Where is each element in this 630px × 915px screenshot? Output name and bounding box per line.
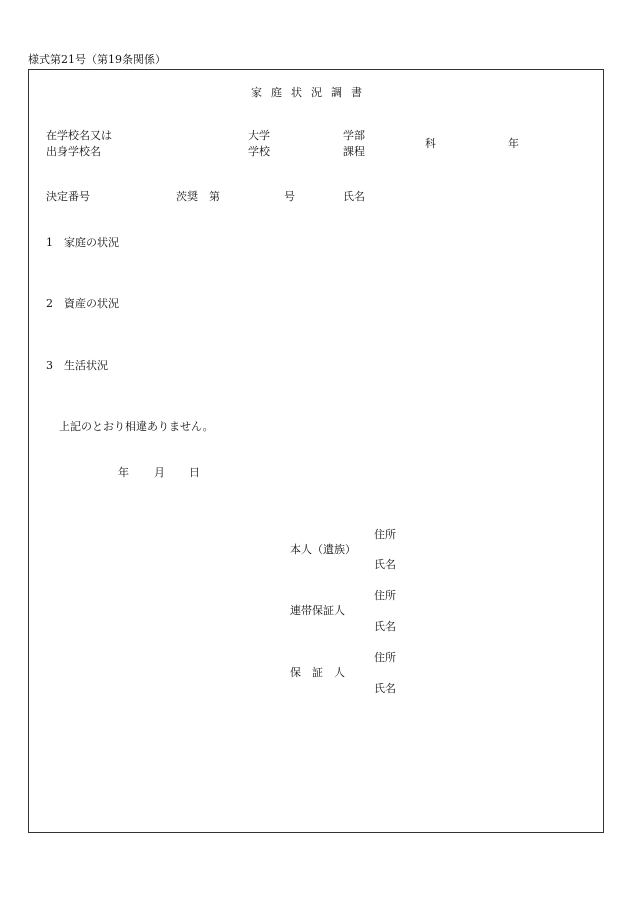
form-title: 家庭状況調書: [251, 86, 371, 99]
form-frame: [28, 69, 604, 833]
date-month: 月: [154, 466, 165, 479]
person-name-label: 氏名: [374, 558, 396, 571]
date-year: 年: [118, 466, 129, 479]
guarantor-address-label: 住所: [374, 651, 396, 664]
school-label-line1: 在学校名又は: [46, 129, 112, 142]
decision-name-label: 氏名: [343, 190, 365, 203]
section-family-situation: 1 家庭の状況: [46, 236, 119, 249]
section-living-situation: 3 生活状況: [46, 359, 108, 372]
signer-joint-guarantor-label: 連帯保証人: [290, 604, 345, 617]
signer-person-label: 本人（遺族）: [290, 543, 356, 556]
nen-label: 年: [508, 137, 519, 150]
form-number: 様式第21号（第19条関係）: [28, 53, 166, 66]
katei-label: 課程: [343, 145, 365, 158]
signer-guarantor-label: 保 証 人: [290, 666, 345, 679]
person-address-label: 住所: [374, 528, 396, 541]
guarantor-name-label: 氏名: [374, 682, 396, 695]
ibaraki-scholarship-label: 茨奨 第: [176, 190, 220, 203]
joint-guarantor-address-label: 住所: [374, 589, 396, 602]
date-day: 日: [189, 466, 200, 479]
decision-number-label: 決定番号: [46, 190, 90, 203]
joint-guarantor-name-label: 氏名: [374, 620, 396, 633]
school-label-line2: 出身学校名: [46, 145, 101, 158]
ka-label: 科: [425, 137, 436, 150]
declaration-text: 上記のとおり相違ありません。: [59, 420, 214, 433]
daigaku-label: 大学: [248, 129, 270, 142]
section-assets-situation: 2 資産の状況: [46, 297, 119, 310]
gakubu-label: 学部: [343, 129, 365, 142]
go-label: 号: [284, 190, 295, 203]
gakko-label: 学校: [248, 145, 270, 158]
